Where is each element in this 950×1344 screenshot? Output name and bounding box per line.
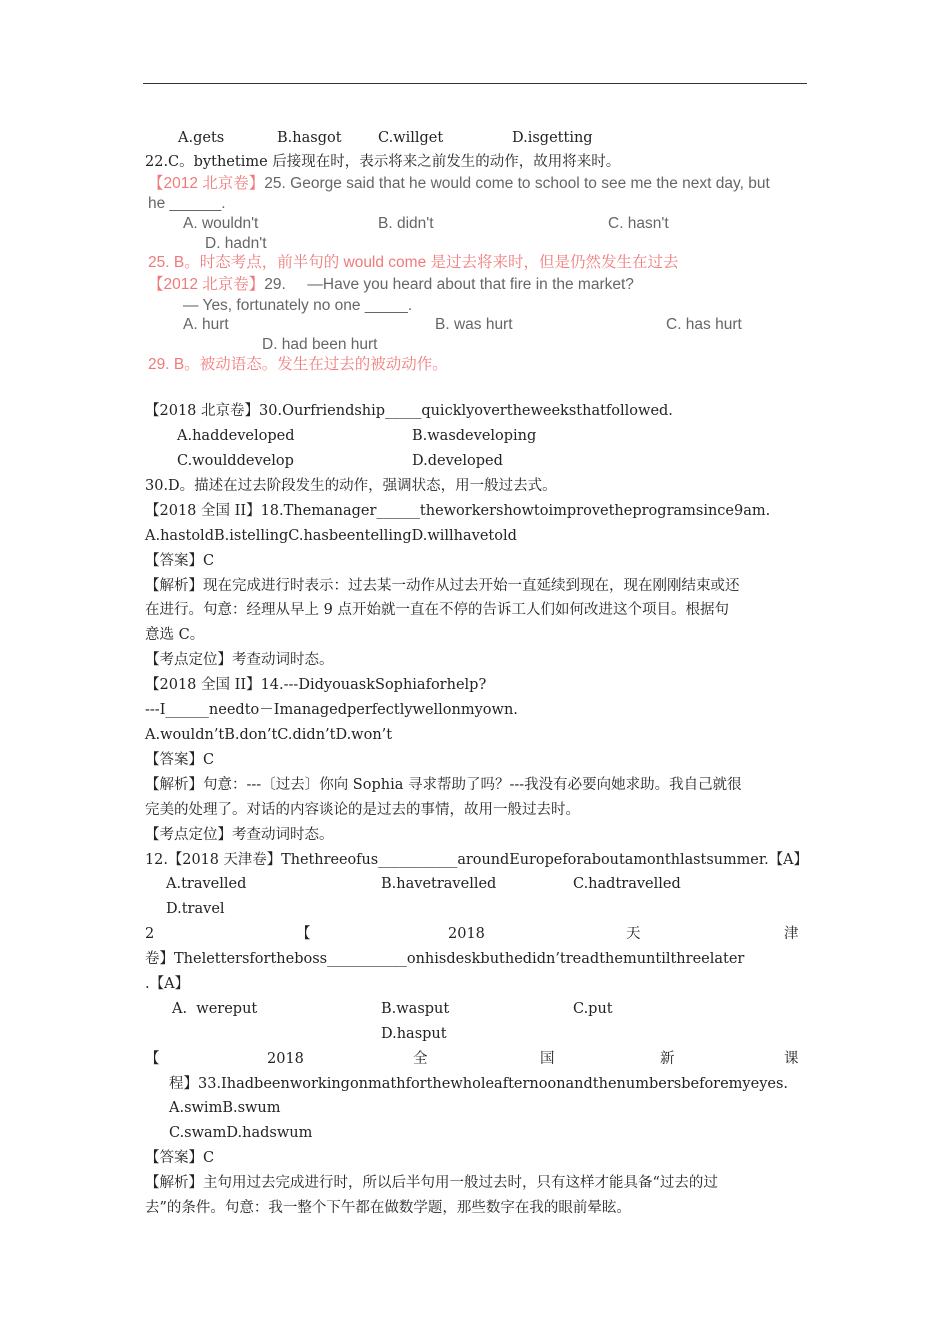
option-d: D. hadn't xyxy=(205,235,267,252)
option-c: C.woulddevelop xyxy=(177,453,294,469)
options-18: A.hastoldB.istellingC.hasbeentellingD.willhavetold xyxy=(145,528,517,544)
question-30: 【2018 北京卷】30.Ourfriendship_____quicklyovertheweeksthatfollowed. xyxy=(145,403,673,419)
option-c: C.put xyxy=(573,1001,613,1017)
options-33-cd: C.swamD.hadswum xyxy=(169,1125,313,1141)
question-33-text: 程】33.Ihadbeenworkingonmathforthewholeafternoonandthenumbersbeforemyeyes. xyxy=(169,1076,789,1092)
option-a: A.haddeveloped xyxy=(177,428,295,444)
question-33-quan: 全 xyxy=(413,1051,428,1067)
question-2-tian: 天 xyxy=(626,926,641,942)
option-c: C. has hurt xyxy=(666,316,742,333)
option-a: A. wouldn't xyxy=(183,215,259,232)
question-text: 25. George said that he would come to school to see me the next day, but xyxy=(264,175,770,192)
source-tag: 【2012 北京卷】 xyxy=(148,276,265,293)
answer-33: 【答案】C xyxy=(145,1150,215,1166)
option-d: D.travel xyxy=(166,901,225,917)
answer-18: 【答案】C xyxy=(145,553,215,569)
question-2-bracket: 【 xyxy=(296,926,311,942)
option-b: B.wasdeveloping xyxy=(412,428,537,444)
explanation-33-line2: 去”的条件。句意：我一整个下午都在做数学题，那些数字在我的眼前晕眩。 xyxy=(145,1200,631,1216)
options-33-ab: A.swimB.swum xyxy=(169,1100,281,1116)
option-c: C. hasn't xyxy=(608,215,669,232)
question-18: 【2018 全国 II】18.Themanager______theworkershowtoimprovetheprogramsince9am. xyxy=(145,503,771,519)
answer-14: 【答案】C xyxy=(145,752,215,768)
question-2-text: 卷】Thelettersfortheboss___________onhisdeskbuthedidn’treadthemuntilthreelater xyxy=(145,951,745,967)
option-d: D.developed xyxy=(412,453,503,469)
topic-18: 【考点定位】考查动词时态。 xyxy=(145,652,334,668)
option-b: B.wasput xyxy=(381,1001,450,1017)
option-a: A.travelled xyxy=(166,876,247,892)
topic-14: 【考点定位】考查动词时态。 xyxy=(145,827,334,843)
question-33-bracket: 【 xyxy=(145,1051,160,1067)
option-d: D.isgetting xyxy=(512,130,593,146)
answer-30: 30.D。描述在过去阶段发生的动作，强调状态，用一般过去式。 xyxy=(145,478,557,494)
explanation-18-line2: 在进行。句意：经理从早上 9 点开始就一直在不停的告诉工人们如何改进这个项目。根据句 xyxy=(145,602,729,618)
question-25 xyxy=(148,174,770,194)
option-b: B. was hurt xyxy=(435,316,513,333)
option-a: A. wereput xyxy=(172,1001,258,1017)
options-14: A.wouldn’tB.don’tC.didn’tD.won’t xyxy=(145,727,393,743)
explanation-33-line1: 【解析】主句用过去完成进行时，所以后半句用一般过去时，只有这样才能具备“过去的过 xyxy=(145,1175,718,1191)
question-text: 29. —Have you heard about that fire in the market? xyxy=(264,276,634,293)
question-2-jin: 津 xyxy=(784,926,799,942)
answer-22: 22.C。bythetime 后接现在时，表示将来之前发生的动作，故用将来时。 xyxy=(145,154,621,170)
question-14: 【2018 全国 II】14.---DidyouaskSophiaforhelp? xyxy=(145,677,487,693)
question-33-ke: 课 xyxy=(784,1051,799,1067)
option-b: B.havetravelled xyxy=(381,876,497,892)
option-b: B.hasgot xyxy=(277,130,342,146)
option-d: D. had been hurt xyxy=(262,336,378,353)
question-12: 12.【2018 天津卷】Thethreeofus___________aroundEuropeforaboutamonthlastsummer.【A】 xyxy=(145,852,808,868)
question-2-answer: .【A】 xyxy=(145,976,190,992)
question-33-guo: 国 xyxy=(540,1051,555,1067)
question-2-number: 2 xyxy=(145,926,155,942)
question-29 xyxy=(148,275,634,295)
option-c: C.willget xyxy=(378,130,444,146)
explanation-18-line3: 意选 C。 xyxy=(145,627,205,643)
question-33-year: 2018 xyxy=(267,1051,304,1067)
question-2-year: 2018 xyxy=(448,926,485,942)
answer-29: 29. B。被动语态。发生在过去的被动动作。 xyxy=(148,356,448,373)
question-25-cont: he ______. xyxy=(148,195,226,212)
option-a: A. hurt xyxy=(183,316,229,333)
header-rule xyxy=(143,83,807,84)
option-b: B. didn't xyxy=(378,215,434,232)
question-29-cont: — Yes, fortunately no one _____. xyxy=(183,297,413,314)
option-d: D.hasput xyxy=(381,1026,447,1042)
explanation-18-line1: 【解析】现在完成进行时表示：过去某一动作从过去开始一直延续到现在，现在刚刚结束或还 xyxy=(145,578,740,594)
question-14-cont: ---I______needto－Imanagedperfectlywellonmyown. xyxy=(145,702,518,718)
question-33-xin: 新 xyxy=(660,1051,675,1067)
option-c: C.hadtravelled xyxy=(573,876,681,892)
explanation-14-line1: 【解析】句意：---〔过去〕你向 Sophia 寻求帮助了吗？---我没有必要向她求助。我自己就很 xyxy=(145,777,742,793)
option-a: A.gets xyxy=(178,130,225,146)
source-tag: 【2012 北京卷】 xyxy=(148,175,265,192)
explanation-14-line2: 完美的处理了。对话的内容谈论的是过去的事情，故用一般过去时。 xyxy=(145,802,580,818)
answer-25: 25. B。时态考点，前半句的 would come 是过去将来时，但是仍然发生在过去 xyxy=(148,254,679,271)
